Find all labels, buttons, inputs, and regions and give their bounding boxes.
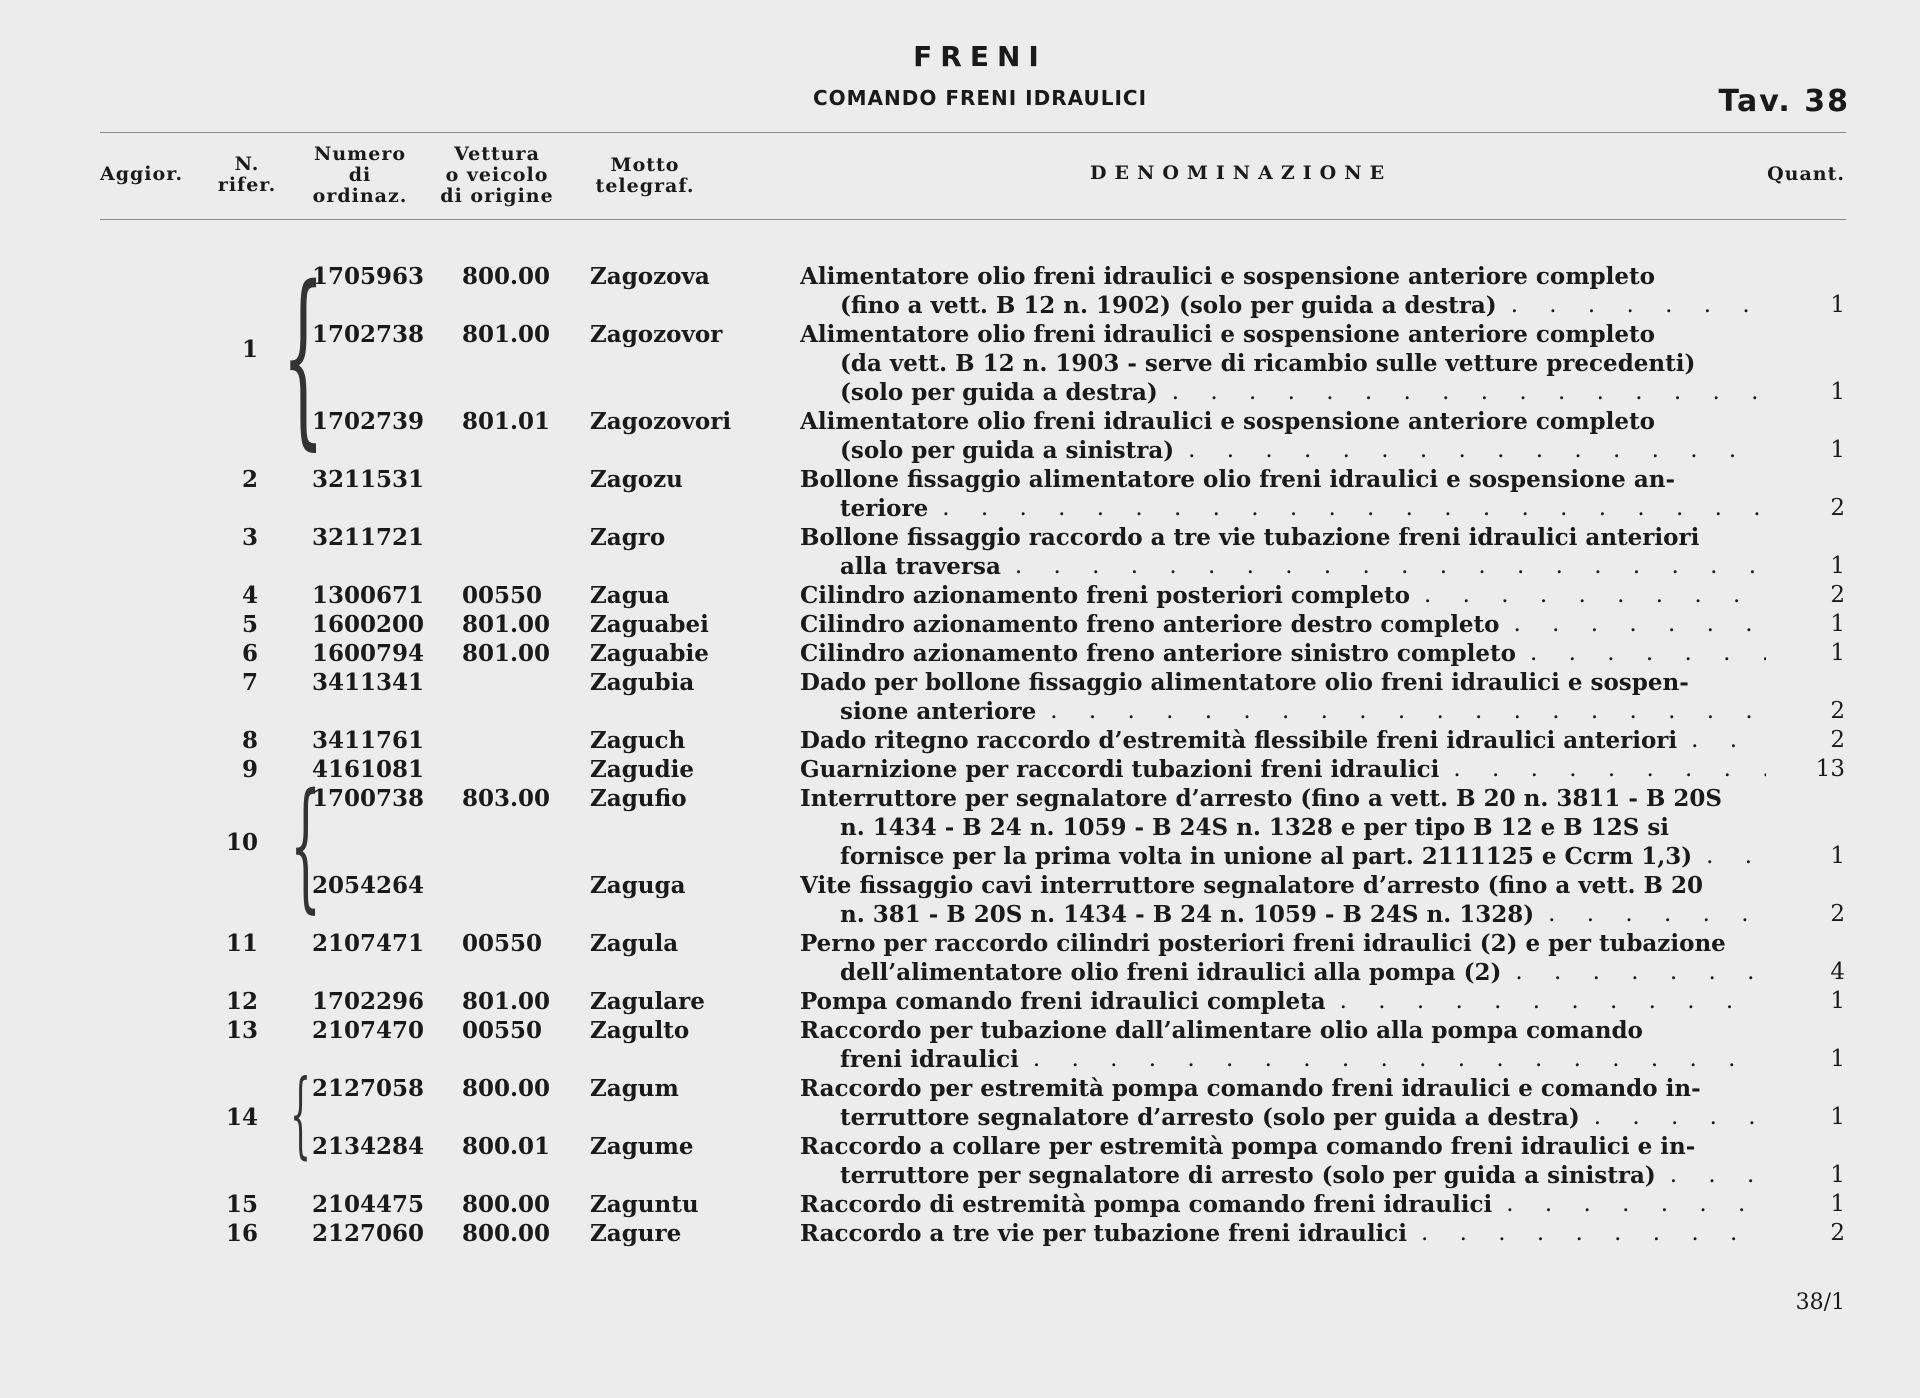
- telegraph-code: Zagufio: [590, 785, 687, 812]
- telegraph-code: Zaguabie: [590, 640, 709, 667]
- quantity: 13: [1815, 756, 1845, 782]
- description-text: Raccordo di estremità pompa comando freni idraulici: [800, 1191, 1493, 1218]
- dot-leader: [1534, 900, 1766, 929]
- table-number: Tav. 38: [1718, 84, 1850, 119]
- table-row: [0, 465, 1920, 523]
- order-number: 1600794: [312, 640, 425, 667]
- description-line: [800, 320, 1766, 349]
- telegraph-code: Zagozovori: [590, 408, 732, 435]
- ref-number: 11: [225, 930, 258, 957]
- col-header-quant: Quant.: [1767, 163, 1845, 185]
- description-text: Alimentatore olio freni idraulici e sospensione anteriore completo: [800, 263, 1655, 290]
- table-row: [0, 668, 1920, 726]
- description-text: terruttore segnalatore d’arresto (solo per guida a destra): [840, 1104, 1580, 1131]
- table-row: [0, 1074, 1920, 1132]
- quantity: 1: [1830, 1046, 1845, 1072]
- description-line: [800, 436, 1766, 465]
- vehicle-origin: 801.00: [462, 321, 551, 348]
- vehicle-origin: 803.00: [462, 785, 551, 812]
- telegraph-code: Zagozovor: [590, 321, 723, 348]
- order-number: 2134284: [312, 1133, 425, 1160]
- vehicle-origin: 800.00: [462, 1191, 551, 1218]
- quantity: 2: [1830, 582, 1845, 608]
- telegraph-code: Zagure: [590, 1220, 682, 1247]
- ref-number: 1: [241, 335, 258, 363]
- description-text: Cilindro azionamento freno anteriore destro completo: [800, 611, 1500, 638]
- vehicle-origin: 00550: [462, 930, 543, 957]
- description-line: [800, 639, 1766, 668]
- telegraph-code: Zagum: [590, 1075, 679, 1102]
- quantity: 1: [1830, 1162, 1845, 1188]
- table-row: [0, 1219, 1920, 1248]
- description-text: Vite fissaggio cavi interruttore segnalatore d’arresto (fino a vett. B 20: [800, 872, 1703, 899]
- telegraph-code: Zaguntu: [590, 1191, 699, 1218]
- description-text: Cilindro azionamento freno anteriore sinistro completo: [800, 640, 1516, 667]
- description-text: Alimentatore olio freni idraulici e sospensione anteriore completo: [800, 408, 1655, 435]
- quantity: 2: [1830, 1220, 1845, 1246]
- description-line: [800, 755, 1766, 784]
- description-line: [800, 1074, 1766, 1103]
- description-text: n. 1434 - B 24 n. 1059 - B 24S n. 1328 e per tipo B 12 e B 12S si: [840, 814, 1670, 841]
- dot-leader: [1019, 1045, 1766, 1074]
- ref-number: 13: [225, 1017, 258, 1044]
- description-text: dell’alimentatore olio freni idraulici alla pompa (2): [840, 959, 1502, 986]
- dot-leader: [928, 494, 1766, 523]
- description-line: [800, 726, 1766, 755]
- table-row: [0, 987, 1920, 1016]
- order-number: 1700738: [312, 785, 425, 812]
- quantity: 1: [1830, 640, 1845, 666]
- order-number: 2107470: [312, 1017, 425, 1044]
- telegraph-code: Zagozu: [590, 466, 683, 493]
- description: [800, 465, 1766, 523]
- ref-number: 7: [241, 669, 258, 696]
- description-line: [800, 465, 1766, 494]
- order-number: 3211721: [312, 524, 425, 551]
- description: [800, 987, 1766, 1016]
- col-header-ordinaz: Numero di ordinaz.: [312, 143, 408, 207]
- page-number: 38/1: [1795, 1290, 1845, 1315]
- description-text: alla traversa: [840, 553, 1001, 580]
- order-number: 4161081: [312, 756, 425, 783]
- description: [800, 581, 1766, 610]
- description: [800, 523, 1766, 581]
- col-header-vettura: Vettura o veicolo di origine: [440, 143, 554, 207]
- order-number: 1705963: [312, 263, 425, 290]
- description: [800, 755, 1766, 784]
- description-text: Interruttore per segnalatore d’arresto (fino a vett. B 20 n. 3811 - B 20S: [800, 785, 1722, 812]
- description: [800, 668, 1766, 726]
- description-text: teriore: [840, 495, 929, 522]
- ref-number: 8: [241, 727, 258, 754]
- description-line: [800, 987, 1766, 1016]
- ref-number: 14: [225, 1104, 258, 1131]
- vehicle-origin: 801.00: [462, 988, 551, 1015]
- table-row: [0, 610, 1920, 639]
- description-line: [800, 1132, 1766, 1161]
- order-number: 2054264: [312, 872, 425, 899]
- description: [800, 1074, 1766, 1132]
- vehicle-origin: 00550: [462, 582, 543, 609]
- telegraph-code: Zaguabei: [590, 611, 709, 638]
- description-line: [800, 407, 1766, 436]
- vehicle-origin: 800.01: [462, 1133, 551, 1160]
- table-row: [0, 871, 1920, 929]
- description-text: (solo per guida a sinistra): [840, 437, 1175, 464]
- group-brace: {: [290, 1060, 311, 1169]
- quantity: 4: [1830, 959, 1845, 985]
- description-text: Guarnizione per raccordi tubazioni freni idraulici: [800, 756, 1440, 783]
- order-number: 1702739: [312, 408, 425, 435]
- vehicle-origin: 801.01: [462, 408, 551, 435]
- telegraph-code: Zagudie: [590, 756, 694, 783]
- telegraph-code: Zaguga: [590, 872, 686, 899]
- description-line: [800, 581, 1766, 610]
- dot-leader: [1174, 436, 1766, 465]
- description-text: (da vett. B 12 n. 1903 - serve di ricambio sulle vetture precedenti): [840, 350, 1696, 377]
- telegraph-code: Zagubia: [590, 669, 695, 696]
- section-title: FRENI: [913, 40, 1047, 73]
- description-line: [800, 349, 1766, 378]
- vehicle-origin: 801.00: [462, 611, 551, 638]
- description-text: Bollone fissaggio alimentatore olio freni idraulici e sospensione an-: [800, 466, 1675, 493]
- dot-leader: [1001, 552, 1766, 581]
- description-line: [800, 552, 1766, 581]
- ref-number: 15: [225, 1191, 258, 1218]
- dot-leader: [1497, 291, 1766, 320]
- order-number: 3411761: [312, 727, 425, 754]
- ref-number: 10: [225, 828, 258, 856]
- ref-number: 3: [241, 524, 258, 551]
- description-line: [800, 1219, 1766, 1248]
- col-header-aggior: Aggior.: [100, 163, 184, 185]
- description: [800, 784, 1766, 871]
- ref-number: 12: [225, 988, 258, 1015]
- description-text: Perno per raccordo cilindri posteriori freni idraulici (2) e per tubazione: [800, 930, 1726, 957]
- group-brace: {: [290, 764, 322, 927]
- description-text: (fino a vett. B 12 n. 1902) (solo per guida a destra): [840, 292, 1497, 319]
- description-text: Bollone fissaggio raccordo a tre vie tubazione freni idraulici anteriori: [800, 524, 1700, 551]
- quantity: 2: [1830, 698, 1845, 724]
- description-line: [800, 958, 1766, 987]
- description-line: [800, 291, 1766, 320]
- description-text: Pompa comando freni idraulici completa: [800, 988, 1326, 1015]
- vehicle-origin: 801.00: [462, 640, 551, 667]
- quantity: 1: [1830, 379, 1845, 405]
- description: [800, 1016, 1766, 1074]
- quantity: 1: [1830, 1191, 1845, 1217]
- description: [800, 610, 1766, 639]
- quantity: 1: [1830, 988, 1845, 1014]
- description-line: [800, 610, 1766, 639]
- dot-leader: [1677, 726, 1766, 755]
- description-text: Raccordo per estremità pompa comando freni idraulici e comando in-: [800, 1075, 1701, 1102]
- dot-leader: [1516, 639, 1766, 668]
- description: [800, 407, 1766, 465]
- ref-number: 9: [241, 756, 258, 783]
- table-row: [0, 929, 1920, 987]
- description-line: [800, 262, 1766, 291]
- description-line: [800, 1161, 1766, 1190]
- order-number: 3411341: [312, 669, 425, 696]
- description-line: [800, 813, 1766, 842]
- description-text: n. 381 - B 20S n. 1434 - B 24 n. 1059 - B 24S n. 1328): [840, 901, 1535, 928]
- table-row: [0, 1190, 1920, 1219]
- description-line: [800, 494, 1766, 523]
- table-row: [0, 1016, 1920, 1074]
- telegraph-code: Zagua: [590, 582, 670, 609]
- dot-leader: [1501, 958, 1766, 987]
- description-text: Cilindro azionamento freni posteriori completo: [800, 582, 1411, 609]
- description-line: [800, 523, 1766, 552]
- description-line: [800, 900, 1766, 929]
- description-line: [800, 871, 1766, 900]
- table-row: [0, 581, 1920, 610]
- table-row: [0, 784, 1920, 871]
- section-subtitle: COMANDO FRENI IDRAULICI: [812, 86, 1148, 110]
- description-line: [800, 1103, 1766, 1132]
- dot-leader: [1692, 842, 1766, 871]
- description: [800, 929, 1766, 987]
- telegraph-code: Zagula: [590, 930, 679, 957]
- dot-leader: [1580, 1103, 1766, 1132]
- description-line: [800, 378, 1766, 407]
- order-number: 2127058: [312, 1075, 425, 1102]
- description: [800, 639, 1766, 668]
- description-line: [800, 1016, 1766, 1045]
- quantity: 1: [1830, 292, 1845, 318]
- dot-leader: [1158, 378, 1766, 407]
- description: [800, 320, 1766, 407]
- order-number: 1300671: [312, 582, 425, 609]
- dot-leader: [1500, 610, 1766, 639]
- order-number: 1702738: [312, 321, 425, 348]
- telegraph-code: Zaguch: [590, 727, 686, 754]
- description: [800, 1132, 1766, 1190]
- dot-leader: [1036, 697, 1766, 726]
- telegraph-code: Zagume: [590, 1133, 694, 1160]
- order-number: 2107471: [312, 930, 425, 957]
- order-number: 1702296: [312, 988, 425, 1015]
- order-number: 2127060: [312, 1220, 425, 1247]
- dot-leader: [1439, 755, 1766, 784]
- quantity: 1: [1830, 553, 1845, 579]
- table-row: [0, 755, 1920, 784]
- col-header-rifer: N. rifer.: [217, 153, 277, 196]
- telegraph-code: Zagro: [590, 524, 666, 551]
- description: [800, 871, 1766, 929]
- table-row: [0, 523, 1920, 581]
- description-line: [800, 1045, 1766, 1074]
- description-text: (solo per guida a destra): [840, 379, 1158, 406]
- quantity: 1: [1830, 611, 1845, 637]
- description-text: terruttore per segnalatore di arresto (solo per guida a sinistra): [840, 1162, 1656, 1189]
- description-text: freni idraulici: [840, 1046, 1019, 1073]
- description-text: Dado ritegno raccordo d’estremità flessibile freni idraulici anteriori: [800, 727, 1678, 754]
- quantity: 2: [1830, 727, 1845, 753]
- vehicle-origin: 800.00: [462, 1075, 551, 1102]
- group-brace: {: [282, 246, 325, 467]
- order-number: 3211531: [312, 466, 425, 493]
- col-header-motto: Motto telegraf.: [595, 154, 695, 197]
- ref-number: 5: [241, 611, 258, 638]
- ref-number: 4: [241, 582, 258, 609]
- description-text: Raccordo per tubazione dall’alimentare olio alla pompa comando: [800, 1017, 1643, 1044]
- description: [800, 726, 1766, 755]
- header-bottom-rule: [100, 219, 1846, 220]
- dot-leader: [1656, 1161, 1766, 1190]
- table-row: [0, 726, 1920, 755]
- col-header-denominazione: DENOMINAZIONE: [1090, 162, 1393, 184]
- description-line: [800, 929, 1766, 958]
- quantity: 1: [1830, 843, 1845, 869]
- vehicle-origin: 800.00: [462, 263, 551, 290]
- dot-leader: [1492, 1190, 1766, 1219]
- description: [800, 262, 1766, 320]
- description-text: Raccordo a collare per estremità pompa comando freni idraulici e in-: [800, 1133, 1696, 1160]
- telegraph-code: Zagulto: [590, 1017, 690, 1044]
- quantity: 2: [1830, 495, 1845, 521]
- vehicle-origin: 00550: [462, 1017, 543, 1044]
- telegraph-code: Zagulare: [590, 988, 705, 1015]
- quantity: 2: [1830, 901, 1845, 927]
- table-row: [0, 639, 1920, 668]
- quantity: 1: [1830, 1104, 1845, 1130]
- description-line: [800, 668, 1766, 697]
- description-text: Raccordo a tre vie per tubazione freni idraulici: [800, 1220, 1408, 1247]
- header-top-rule: [100, 132, 1846, 133]
- ref-number: 2: [241, 466, 258, 493]
- description-text: Dado per bollone fissaggio alimentatore olio freni idraulici e sospen-: [800, 669, 1689, 696]
- description-line: [800, 1190, 1766, 1219]
- dot-leader: [1407, 1219, 1766, 1248]
- vehicle-origin: 800.00: [462, 1220, 551, 1247]
- description-line: [800, 697, 1766, 726]
- description-text: Alimentatore olio freni idraulici e sospensione anteriore completo: [800, 321, 1655, 348]
- order-number: 2104475: [312, 1191, 425, 1218]
- description: [800, 1190, 1766, 1219]
- ref-number: 6: [241, 640, 258, 667]
- table-row: [0, 1132, 1920, 1190]
- description-text: fornisce per la prima volta in unione al part. 2111125 e Ccrm 1,3): [840, 843, 1693, 870]
- dot-leader: [1326, 987, 1766, 1016]
- description-line: [800, 784, 1766, 813]
- ref-number: 16: [225, 1220, 258, 1247]
- description-line: [800, 842, 1766, 871]
- description-text: sione anteriore: [840, 698, 1037, 725]
- telegraph-code: Zagozova: [590, 263, 710, 290]
- quantity: 1: [1830, 437, 1845, 463]
- description: [800, 1219, 1766, 1248]
- order-number: 1600200: [312, 611, 425, 638]
- dot-leader: [1410, 581, 1766, 610]
